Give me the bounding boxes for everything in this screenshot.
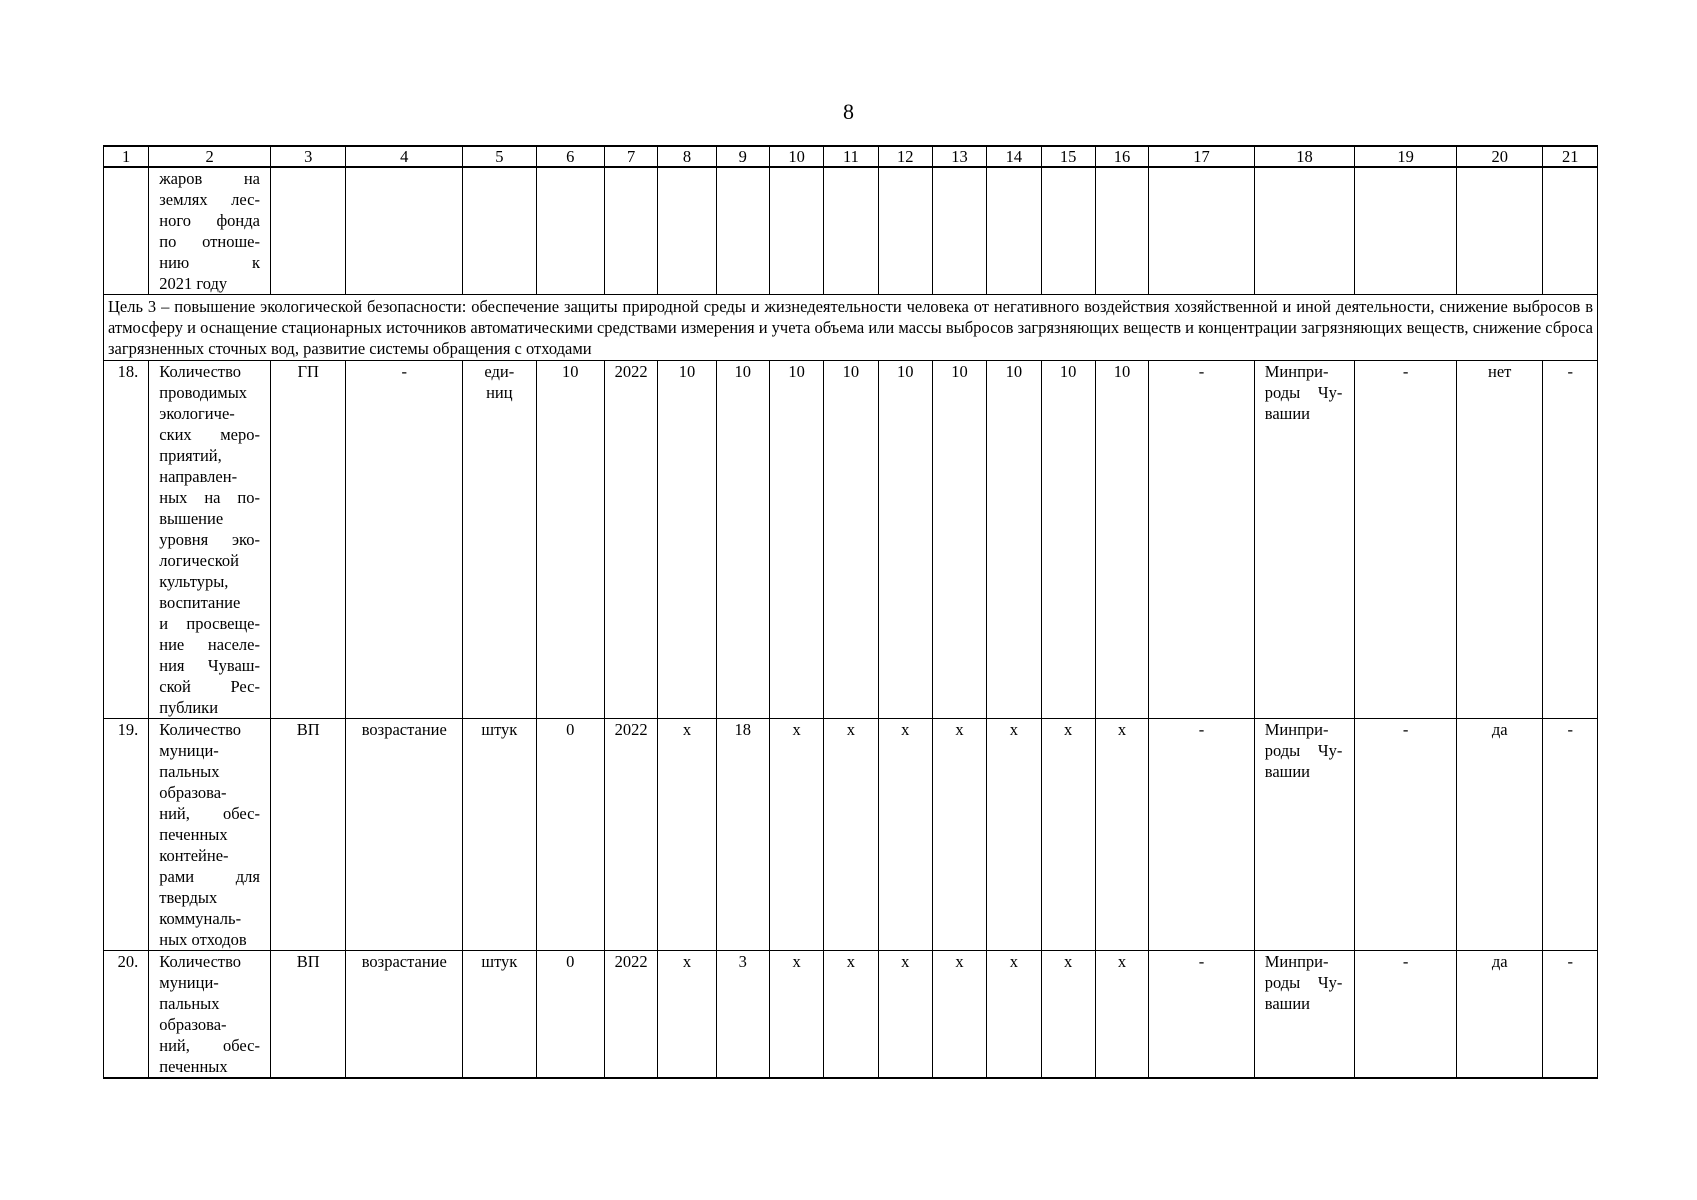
- value-cell: х: [932, 951, 986, 1079]
- base-value-cell: 0: [536, 951, 604, 1079]
- name-line: образова-: [159, 1015, 227, 1034]
- value-cell: 10: [1041, 361, 1095, 719]
- col17-cell: -: [1149, 719, 1255, 951]
- name-line: экологиче-: [159, 404, 235, 423]
- empty-cell: [824, 167, 878, 295]
- row-number: 20.: [104, 951, 149, 1079]
- unit-line: ниц: [486, 383, 513, 402]
- col17-cell: -: [1149, 361, 1255, 719]
- indicator-name-cell: [149, 361, 271, 719]
- column-number: 16: [1095, 146, 1148, 167]
- table-row: [104, 361, 1598, 719]
- name-line: пальных: [159, 994, 220, 1013]
- column-number: 18: [1254, 146, 1355, 167]
- column-number: 21: [1543, 146, 1598, 167]
- base-year-cell: 2022: [604, 719, 657, 951]
- name-line: Количество: [159, 952, 242, 971]
- col21-cell: -: [1543, 951, 1598, 1079]
- name-line: землях лес-: [159, 190, 260, 209]
- col19-cell: -: [1355, 719, 1457, 951]
- value-cell: х: [1041, 719, 1095, 951]
- base-value-cell: 0: [536, 719, 604, 951]
- empty-cell: [604, 167, 657, 295]
- column-number: 1: [104, 146, 149, 167]
- name-line: твердых: [159, 888, 218, 907]
- value-cell: 10: [1095, 361, 1148, 719]
- name-line: ских меро-: [159, 425, 260, 444]
- column-number: 2: [149, 146, 271, 167]
- value-cell: х: [932, 719, 986, 951]
- responsible-line: Минпри-: [1264, 362, 1329, 381]
- col21-cell: -: [1543, 719, 1598, 951]
- column-number: 6: [536, 146, 604, 167]
- responsible-line: роды Чу-: [1264, 741, 1343, 760]
- empty-cell: [536, 167, 604, 295]
- name-line: печенных: [159, 1057, 228, 1076]
- col20-cell: да: [1456, 719, 1543, 951]
- table-row-continued: [104, 167, 1598, 295]
- name-line: ния Чуваш-: [159, 656, 260, 675]
- value-cell: х: [878, 719, 932, 951]
- name-line: ской Рес-: [159, 677, 260, 696]
- empty-cell: [1254, 167, 1355, 295]
- level-cell: ВП: [270, 719, 345, 951]
- name-line: нию к: [159, 253, 260, 272]
- column-number: 9: [716, 146, 769, 167]
- row-number: 18.: [104, 361, 149, 719]
- column-number: 11: [824, 146, 878, 167]
- goal-text: Цель 3 – повышение экологической безопасности: обеспечение защиты природной среды и жизнедеятельности человека от негативного воздействия хозяйственной и иной деятельности, снижение выбросов в атмосферу и оснащение стационарных источников автоматическими средствами измерения и учета объема или массы выбросов загрязняющих веществ и концентрации загрязняющих веществ, снижение сброса загрязненных сточных вод, развитие системы обращения с отходами: [104, 295, 1598, 361]
- value-cell: 10: [878, 361, 932, 719]
- name-line: ний, обес-: [159, 804, 260, 823]
- unit-cell: [463, 951, 536, 1079]
- name-line: ных отходов: [159, 930, 247, 949]
- empty-cell: [1456, 167, 1543, 295]
- name-line: контейне-: [159, 846, 229, 865]
- name-line: вышение: [159, 509, 224, 528]
- value-cell: х: [987, 951, 1041, 1079]
- name-line: по отноше-: [159, 232, 260, 251]
- column-number: 7: [604, 146, 657, 167]
- indicators-table: [103, 145, 1598, 1079]
- col19-cell: -: [1355, 951, 1457, 1079]
- col20-cell: да: [1456, 951, 1543, 1079]
- value-cell: 18: [716, 719, 769, 951]
- value-cell: х: [769, 951, 823, 1079]
- value-cell: х: [878, 951, 932, 1079]
- name-line: ние населе-: [159, 635, 260, 654]
- responsible-cell: [1254, 719, 1355, 951]
- name-line: уровня эко-: [159, 530, 260, 549]
- name-line: 2021 году: [159, 274, 228, 293]
- value-cell: х: [1095, 719, 1148, 951]
- name-line: Количество: [159, 362, 242, 381]
- name-line: муници-: [159, 973, 219, 992]
- unit-cell: [463, 361, 536, 719]
- name-line: ного фонда: [159, 211, 260, 230]
- value-cell: 10: [716, 361, 769, 719]
- name-line: публики: [159, 698, 219, 717]
- value-cell: х: [658, 951, 716, 1079]
- empty-cell: [878, 167, 932, 295]
- column-number: 15: [1041, 146, 1095, 167]
- col20-cell: нет: [1456, 361, 1543, 719]
- name-line: Количество: [159, 720, 242, 739]
- unit-line: штук: [481, 952, 518, 971]
- column-number: 3: [270, 146, 345, 167]
- name-line: культуры,: [159, 572, 229, 591]
- value-cell: х: [658, 719, 716, 951]
- column-number: 19: [1355, 146, 1457, 167]
- column-number: 5: [463, 146, 536, 167]
- column-number: 4: [346, 146, 463, 167]
- table-row: [104, 719, 1598, 951]
- empty-cell: [270, 167, 345, 295]
- empty-cell: [932, 167, 986, 295]
- empty-cell: [1543, 167, 1598, 295]
- empty-cell: [1095, 167, 1148, 295]
- level-cell: ВП: [270, 951, 345, 1079]
- name-line: проводимых: [159, 383, 248, 402]
- value-cell: х: [1095, 951, 1148, 1079]
- responsible-line: Минпри-: [1264, 720, 1329, 739]
- responsible-cell: [1254, 361, 1355, 719]
- responsible-line: роды Чу-: [1264, 383, 1343, 402]
- name-line: печенных: [159, 825, 228, 844]
- base-value-cell: 10: [536, 361, 604, 719]
- value-cell: 10: [932, 361, 986, 719]
- name-line: логической: [159, 551, 239, 570]
- value-cell: 3: [716, 951, 769, 1079]
- value-cell: 10: [987, 361, 1041, 719]
- trend-cell: возрастание: [346, 719, 463, 951]
- column-number: 12: [878, 146, 932, 167]
- column-number: 13: [932, 146, 986, 167]
- empty-cell: [1041, 167, 1095, 295]
- col17-cell: -: [1149, 951, 1255, 1079]
- value-cell: х: [987, 719, 1041, 951]
- unit-cell: [463, 719, 536, 951]
- column-number: 20: [1456, 146, 1543, 167]
- value-cell: 10: [658, 361, 716, 719]
- column-number: 17: [1149, 146, 1255, 167]
- trend-cell: -: [346, 361, 463, 719]
- unit-line: еди-: [484, 362, 515, 381]
- name-line: муници-: [159, 741, 219, 760]
- name-line: жаров на: [159, 169, 260, 188]
- value-cell: х: [824, 719, 878, 951]
- indicator-name-cell: [149, 167, 271, 295]
- name-line: воспитание: [159, 593, 241, 612]
- responsible-line: роды Чу-: [1264, 973, 1343, 992]
- trend-cell: возрастание: [346, 951, 463, 1079]
- col21-cell: -: [1543, 361, 1598, 719]
- indicator-name-cell: [149, 951, 271, 1079]
- responsible-cell: [1254, 951, 1355, 1079]
- indicator-name-cell: [149, 719, 271, 951]
- empty-cell: [769, 167, 823, 295]
- column-number: 14: [987, 146, 1041, 167]
- page-number: 8: [843, 99, 854, 124]
- name-line: рами для: [159, 867, 260, 886]
- name-line: пальных: [159, 762, 220, 781]
- name-line: направлен-: [159, 467, 238, 486]
- level-cell: ГП: [270, 361, 345, 719]
- responsible-line: вашии: [1264, 404, 1311, 423]
- value-cell: 10: [769, 361, 823, 719]
- name-line: коммуналь-: [159, 909, 242, 928]
- empty-cell: [987, 167, 1041, 295]
- empty-cell: [463, 167, 536, 295]
- name-line: ных на по-: [159, 488, 260, 507]
- value-cell: х: [769, 719, 823, 951]
- base-year-cell: 2022: [604, 951, 657, 1079]
- unit-line: штук: [481, 720, 518, 739]
- empty-cell: [716, 167, 769, 295]
- column-numbers-row: [104, 146, 1598, 167]
- name-line: приятий,: [159, 446, 222, 465]
- name-line: и просвеще-: [159, 614, 260, 633]
- empty-cell: [346, 167, 463, 295]
- goal-row: [104, 295, 1598, 361]
- responsible-line: Минпри-: [1264, 952, 1329, 971]
- name-line: образова-: [159, 783, 227, 802]
- base-year-cell: 2022: [604, 361, 657, 719]
- empty-cell: [1355, 167, 1457, 295]
- value-cell: х: [824, 951, 878, 1079]
- col19-cell: -: [1355, 361, 1457, 719]
- value-cell: х: [1041, 951, 1095, 1079]
- empty-cell: [1149, 167, 1255, 295]
- empty-cell: [658, 167, 716, 295]
- column-number: 10: [769, 146, 823, 167]
- table-row: [104, 951, 1598, 1079]
- value-cell: 10: [824, 361, 878, 719]
- name-line: ний, обес-: [159, 1036, 260, 1055]
- responsible-line: вашии: [1264, 762, 1311, 781]
- responsible-line: вашии: [1264, 994, 1311, 1013]
- column-number: 8: [658, 146, 716, 167]
- row-number-cell: [104, 167, 149, 295]
- row-number: 19.: [104, 719, 149, 951]
